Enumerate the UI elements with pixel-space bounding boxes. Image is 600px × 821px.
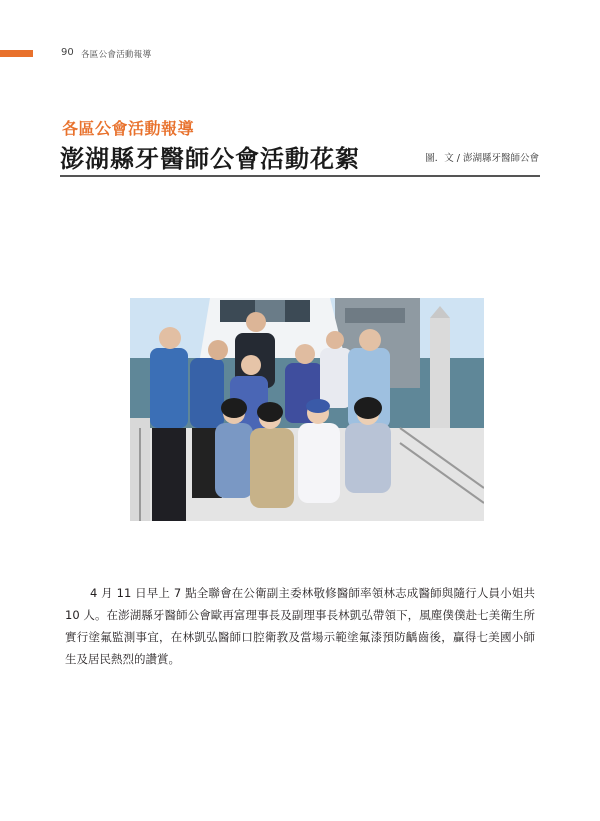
article-body: 4 月 11 日早上 7 點全聯會在公衛副主委林敬修醫師率領林志成醫師與隨行人員小姐共 10 人。在澎湖縣牙醫師公會歐再富理事長及副理事長林凱弘帶領下，風塵僕僕赴七美衛生所實行塗氟監測事宜，在林凱弘醫師口腔衛教及當場示範塗氟漆預防齲齒後，贏得七美國小師生及居民熱烈的讚賞。 [65, 586, 535, 666]
article-byline: 圖．文 / 澎湖縣牙醫師公會 [425, 153, 539, 164]
header-accent-bar [0, 50, 33, 57]
title-divider [60, 175, 540, 177]
article-category: 各區公會活動報導 [62, 119, 195, 138]
group-photo [130, 298, 484, 521]
article-title: 澎湖縣牙醫師公會活動花絮 [60, 145, 360, 173]
group-photo-illustration [130, 298, 484, 521]
running-header-section: 各區公會活動報導 [81, 50, 152, 60]
page-number: 90 [61, 47, 74, 58]
